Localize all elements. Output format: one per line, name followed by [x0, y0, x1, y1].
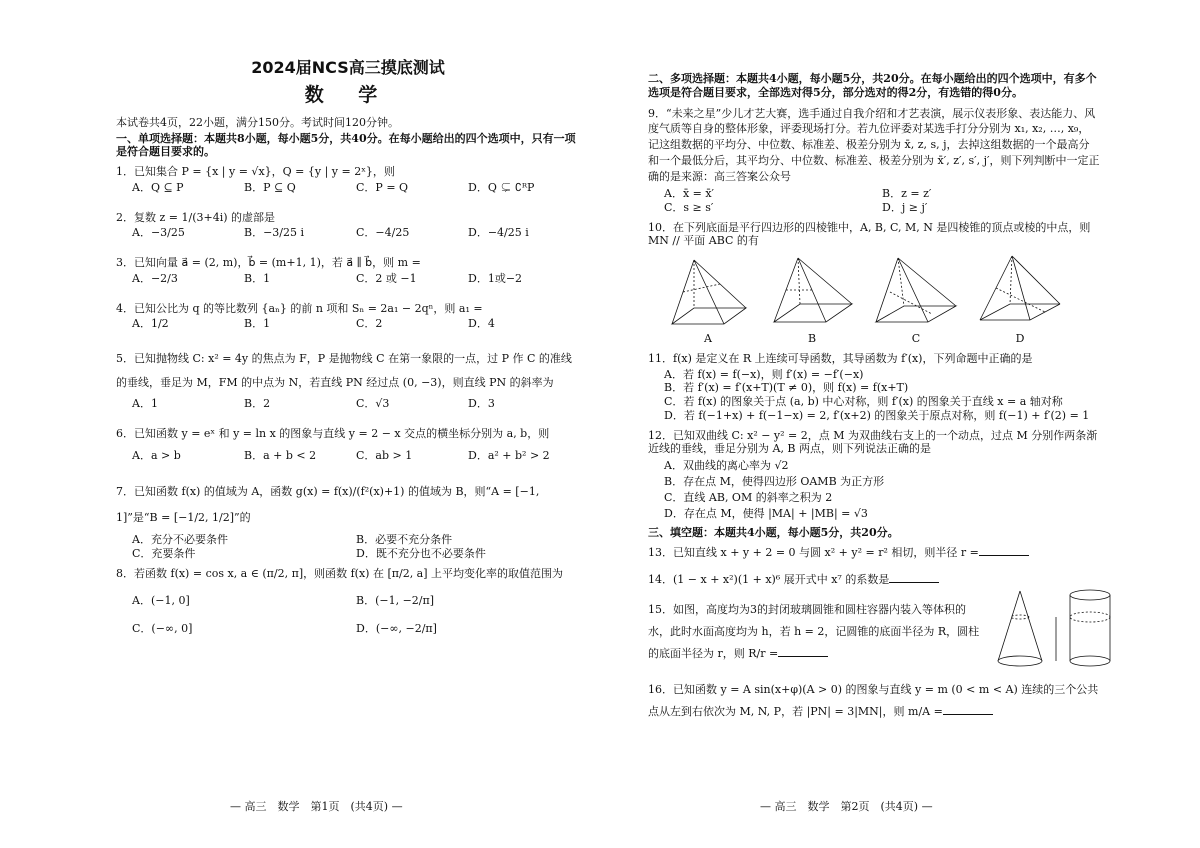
options	[132, 449, 580, 463]
option-c: C．2	[356, 317, 383, 331]
option-c: C．P = Q	[356, 180, 409, 194]
option-c: C．√3	[356, 397, 390, 411]
pyramid-figure-c	[872, 252, 960, 346]
section-1-heading: 一、单项选择题：本题共8小题，每小题5分，共40分。在每小题给出的四个选项中，只有一项是符合题目要求的。	[116, 131, 576, 159]
question-stem: 6．已知函数 y = eˣ 和 y = ln x 的图象与直线 y = 2 − x 交点的横坐标分别为 a, b，则	[116, 427, 550, 441]
answer-blank	[979, 555, 1029, 556]
option-a: A．双曲线的离心率为 √2	[664, 459, 789, 473]
question-11	[648, 352, 1100, 423]
options	[132, 533, 580, 561]
option-b: B．(−1, −2/π]	[356, 593, 435, 607]
option-c: C．s ≥ s′	[664, 200, 714, 214]
question-stem: 12．已知双曲线 C: x² − y² = 2，点 M 为双曲线右支上的一个动点，过点 M 分别作两条渐近线的垂线，垂足分别为 A, B 两点，则下列说法正确的是	[648, 428, 1098, 456]
question-10	[648, 221, 1100, 346]
page-footer: — 高三 数学 第2页 (共4页) —	[760, 800, 933, 814]
section-3-heading: 三、填空题：本题共4小题，每小题5分，共20分。	[648, 525, 899, 539]
question-stem: 16．已知函数 y = A sin(x+φ)(A > 0) 的图象与直线 y = m (0 < m < A) 连续的三个公共点从左到右依次为 M, N, P，若 |PN| = 3|MN|，则 m/A =	[648, 683, 1099, 719]
option-c: C．ab > 1	[356, 448, 413, 462]
cone-cylinder-diagram	[990, 589, 1120, 669]
pyramid-figure-a	[664, 252, 752, 346]
option-a: A．Q ⊆ P	[132, 180, 184, 194]
option-d: D．−4/25 i	[468, 226, 529, 240]
question-stem: 14．(1 − x + x²)(1 + x)⁶ 展开式中 x⁷ 的系数是	[648, 573, 890, 587]
option-b: B．2	[244, 397, 271, 411]
option-b: B．z = z′	[882, 187, 932, 201]
option-d: D．a² + b² > 2	[468, 448, 550, 462]
option-c: C．若 f(x) 的图象关于点 (a, b) 中心对称，则 f′(x) 的图象关于直线 x = a 轴对称	[664, 395, 1063, 409]
option-a: A．充分不必要条件	[132, 533, 228, 547]
option-d: D．3	[468, 397, 495, 411]
options	[132, 317, 580, 331]
option-d: D．Q ⊊ ∁ᴿP	[468, 180, 535, 194]
option-b: B．1	[244, 271, 271, 285]
question-stem: 7．已知函数 f(x) 的值域为 A，函数 g(x) = f(x)/(f²(x)+1) 的值域为 B，则“A = [−1, 1]”是“B = [−1/2, 1/2]”的	[116, 484, 540, 525]
option-c: C．−4/25	[356, 226, 410, 240]
option-d: D．(−∞, −2/π]	[356, 622, 437, 636]
exam-subject: 数 学	[304, 84, 392, 106]
option-d: D．4	[468, 317, 495, 331]
pyramid-figures	[664, 252, 1064, 346]
figure-label: C	[911, 332, 921, 346]
question-13	[648, 546, 1100, 560]
question-14	[648, 573, 1100, 587]
option-b: B．存在点 M，使得四边形 OAMB 为正方形	[664, 475, 885, 489]
option-d: D．既不充分也不必要条件	[356, 547, 486, 561]
section-2-heading: 二、多项选择题：本题共4小题，每小题5分，共20分。在每小题给出的四个选项中，有多个选项是符合题目要求，全部选对得5分，部分选对的得2分，有选错的得0分。	[648, 72, 1097, 99]
question-8	[116, 567, 580, 644]
figure-label: D	[1015, 332, 1025, 346]
options	[132, 272, 580, 286]
option-b: B．1	[244, 317, 271, 331]
answer-blank	[889, 582, 939, 583]
option-b: B．必要不充分条件	[356, 533, 453, 547]
options	[132, 587, 580, 644]
question-stem: 15．如图，高度均为3的封闭玻璃圆锥和圆柱容器内装入等体积的水，此时水面高度均为 h，若 h = 2，记圆锥的底面半径为 R，圆柱的底面半径为 r，则 R/r =	[648, 603, 980, 661]
option-b: B．a + b < 2	[244, 448, 317, 462]
question-stem: 5．已知抛物线 C: x² = 4y 的焦点为 F，P 是抛物线 C 在第一象限的一点，过 P 作 C 的准线的垂线，垂足为 M，FM 的中点为 N，若直线 PN 经过点 (0, −3)，则直线 PN 的斜率为	[116, 352, 572, 390]
question-stem: 13．已知直线 x + y + 2 = 0 与圆 x² + y² = r² 相切，则半径 r =	[648, 545, 979, 559]
options	[132, 226, 580, 240]
option-a: A．−3/25	[132, 226, 185, 240]
question-2	[116, 211, 580, 241]
option-d: D．1或−2	[468, 271, 523, 285]
question-6	[116, 427, 580, 463]
option-c: C．充要条件	[132, 547, 196, 561]
answer-blank	[778, 656, 828, 657]
option-a: A．(−1, 0]	[132, 593, 190, 607]
question-15	[648, 599, 1100, 665]
question-16	[648, 679, 1100, 723]
options	[132, 397, 580, 411]
question-stem: 8．若函数 f(x) = cos x, a ∈ (π/2, π]，则函数 f(x) 在 [π/2, a] 上平均变化率的取值范围为	[116, 566, 564, 580]
options	[664, 458, 1100, 522]
question-4	[116, 302, 580, 332]
answer-blank	[943, 714, 993, 715]
question-stem: 9．“未来之星”少儿才艺大赛，选手通过自我介绍和才艺表演，展示仪表形象、表达能力、风度气质等自身的整体形象，评委现场打分。若九位评委对某选手打分分别为 x₁, x₂, …, x₉，记这组数据的平均分、中位数、标准差、极差分别为 x̄, z, s, j，去掉这组数据的一个最高分和一个最低分后，其平均分、中位数、标准差、极差分别为 x̄′, z′, s′, j′，则下列判断中一定正确的是来源：高三答案公众号	[648, 106, 1100, 184]
question-stem: 1．已知集合 P = {x | y = √x}，Q = {y | y = 2ˣ}，则	[116, 165, 395, 178]
pyramid-b-diagram	[768, 252, 856, 332]
option-b: B．若 f′(x) = f′(x+T)(T ≠ 0)，则 f(x) = f(x+T)	[664, 381, 909, 395]
question-stem: 4．已知公比为 q 的等比数列 {aₙ} 的前 n 项和 Sₙ = 2a₁ − 2qⁿ，则 a₁ =	[116, 301, 483, 315]
option-c: C．2 或 −1	[356, 271, 417, 285]
options	[132, 181, 580, 195]
figure-label: B	[807, 332, 817, 346]
option-a: A．x̄ = x̄′	[664, 187, 715, 201]
question-5	[116, 347, 580, 411]
question-3	[116, 256, 580, 286]
question-stem: 3．已知向量 a⃗ = (2, m)，b⃗ = (m+1, 1)，若 a⃗ ∥ b⃗，则 m =	[116, 256, 421, 269]
option-b: B．−3/25 i	[244, 226, 305, 240]
option-d: D．存在点 M，使得 |MA| + |MB| = √3	[664, 507, 868, 520]
pyramid-figure-b	[768, 252, 856, 346]
figure-label: A	[704, 332, 712, 346]
option-b: B．P ⊆ Q	[244, 180, 296, 194]
exam-page-2	[600, 0, 1200, 848]
question-stem: 11．f(x) 是定义在 R 上连续可导函数，其导函数为 f′(x)，下列命题中正确的是	[648, 351, 1033, 365]
options	[664, 368, 1100, 423]
options	[664, 187, 1100, 215]
option-a: A．1/2	[132, 317, 169, 331]
exam-intro: 本试卷共4页，22小题，满分150分。考试时间120分钟。	[116, 115, 399, 129]
page-footer: — 高三 数学 第1页 (共4页) —	[230, 800, 403, 814]
question-9	[648, 106, 1100, 215]
option-d: D．j ≥ j′	[882, 200, 928, 214]
question-12	[648, 429, 1100, 522]
pyramid-figure-d	[976, 252, 1064, 346]
option-a: A．1	[132, 397, 158, 411]
option-c: C．直线 AB, OM 的斜率之积为 2	[664, 491, 833, 505]
option-a: A．若 f(x) = f(−x)，则 f′(x) = −f′(−x)	[664, 367, 864, 381]
pyramid-a-diagram	[664, 252, 752, 332]
option-a: A．−2/3	[132, 271, 178, 285]
pyramid-d-diagram	[976, 252, 1064, 332]
option-c: C．(−∞, 0]	[132, 622, 193, 636]
option-d: D．若 f(−1+x) + f(−1−x) = 2, f′(x+2) 的图象关于原点对称，则 f(−1) + f′(2) = 1	[664, 408, 1090, 422]
question-stem: 10．在下列底面是平行四边形的四棱锥中，A, B, C, M, N 是四棱锥的顶点或棱的中点，则 MN // 平面 ABC 的有	[648, 220, 1091, 248]
option-a: A．a > b	[132, 448, 181, 462]
question-7	[116, 479, 580, 561]
exam-title: 2024届NCS高三摸底测试	[251, 58, 445, 77]
question-1	[116, 165, 580, 195]
pyramid-c-diagram	[872, 252, 960, 332]
question-stem: 2．复数 z = 1/(3+4i) 的虚部是	[116, 210, 276, 224]
